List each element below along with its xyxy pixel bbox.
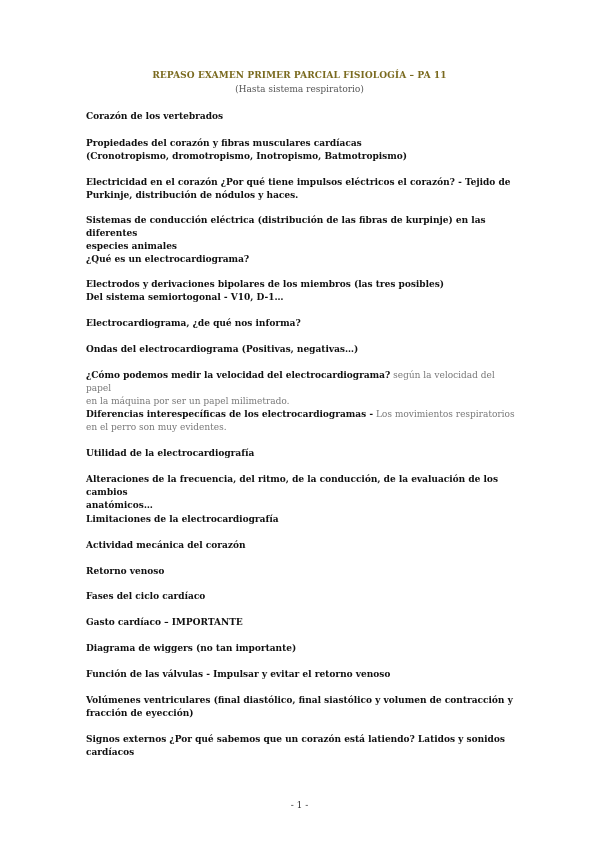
- topic-line: Utilidad de la electrocardiografía: [86, 449, 255, 459]
- topic-line: Alteraciones de la frecuencia, del ritmo, de la conducción, de la evaluación de los cambios: [86, 475, 499, 498]
- topic-question: ¿Cómo podemos medir la velocidad del electrocardiograma?: [86, 371, 391, 381]
- topic-line: Fases del ciclo cardíaco: [86, 592, 206, 602]
- topic-item: [86, 695, 516, 721]
- document-title: REPASO EXAMEN PRIMER PARCIAL FISIOLOGÍA – PA 11: [152, 71, 447, 81]
- topic-line: ¿Qué es un electrocardiograma?: [86, 255, 250, 265]
- topic-line: Corazón de los vertebrados: [86, 112, 224, 122]
- topic-item: [86, 215, 516, 254]
- topic-item: [86, 591, 516, 604]
- topic-line: Del sistema semiortogonal - V10, D-1…: [86, 293, 284, 303]
- topic-line: Función de las válvulas - Impulsar y evitar el retorno venoso: [86, 670, 391, 680]
- topic-item: [86, 370, 516, 409]
- topic-line: Purkinje, distribución de nódulos y haces.: [86, 191, 299, 201]
- topic-line: Electrocardiograma, ¿de qué nos informa?: [86, 319, 301, 329]
- topic-item: [86, 111, 516, 124]
- topic-line: Electrodos y derivaciones bipolares de los miembros (las tres posibles): [86, 280, 445, 290]
- topic-item: [86, 540, 516, 553]
- topic-item: [86, 474, 516, 513]
- topic-item: [86, 617, 516, 630]
- topic-item: [86, 279, 516, 305]
- topic-line: especies animales: [86, 242, 177, 252]
- topic-item: [86, 138, 516, 164]
- topic-answer: en el perro son muy evidentes.: [86, 423, 227, 433]
- page-number: - 1 -: [290, 801, 309, 811]
- topic-item: [86, 669, 516, 682]
- topic-item: [86, 254, 516, 267]
- topic-line: Actividad mecánica del corazón: [86, 541, 246, 551]
- topic-line: [86, 409, 516, 422]
- topic-line: Electricidad en el corazón ¿Por qué tiene impulsos eléctricos el corazón? - Tejido de: [86, 178, 511, 188]
- topic-line: Retorno venoso: [86, 567, 165, 577]
- topic-line: Ondas del electrocardiograma (Positivas, negativas…): [86, 345, 359, 355]
- document-subtitle: (Hasta sistema respiratorio): [235, 85, 364, 95]
- topic-line: (Cronotropismo, dromotropismo, Inotropismo, Batmotropismo): [86, 152, 408, 162]
- topic-line: Sistemas de conducción eléctrica (distribución de las fibras de kurpinje) en las diferentes: [86, 216, 486, 239]
- topic-item: [86, 643, 516, 656]
- topic-answer: según la velocidad del papel: [86, 371, 495, 394]
- topic-item: [86, 409, 516, 435]
- topic-line: [86, 370, 516, 396]
- topic-answer: Los movimientos respiratorios: [373, 410, 515, 420]
- topic-item: [86, 318, 516, 331]
- topic-item: [86, 177, 516, 203]
- topic-item: [86, 566, 516, 579]
- topic-line: Signos externos ¿Por qué sabemos que un corazón está latiendo? Latidos y sonidos: [86, 735, 505, 745]
- topic-line: cardíacos: [86, 748, 135, 758]
- topic-answer: en la máquina por ser un papel milimetrado.: [86, 397, 290, 407]
- topic-item: [86, 448, 516, 461]
- topic-line: Gasto cardíaco – IMPORTANTE: [86, 618, 243, 628]
- topic-item: [86, 344, 516, 357]
- topic-line: Diagrama de wiggers (no tan importante): [86, 644, 297, 654]
- topic-item: [86, 734, 516, 760]
- topic-line: fracción de eyección): [86, 709, 194, 719]
- topic-line: Propiedades del corazón y fibras musculares cardíacas: [86, 139, 362, 149]
- topic-item: [86, 514, 516, 527]
- topic-line: Limitaciones de la electrocardiografía: [86, 515, 279, 525]
- topic-line: Volúmenes ventriculares (final diastólico, final siastólico y volumen de contracción y: [86, 696, 513, 706]
- topic-question: Diferencias interespecíficas de los electrocardiogramas -: [86, 410, 374, 420]
- topic-line: anatómicos…: [86, 501, 153, 511]
